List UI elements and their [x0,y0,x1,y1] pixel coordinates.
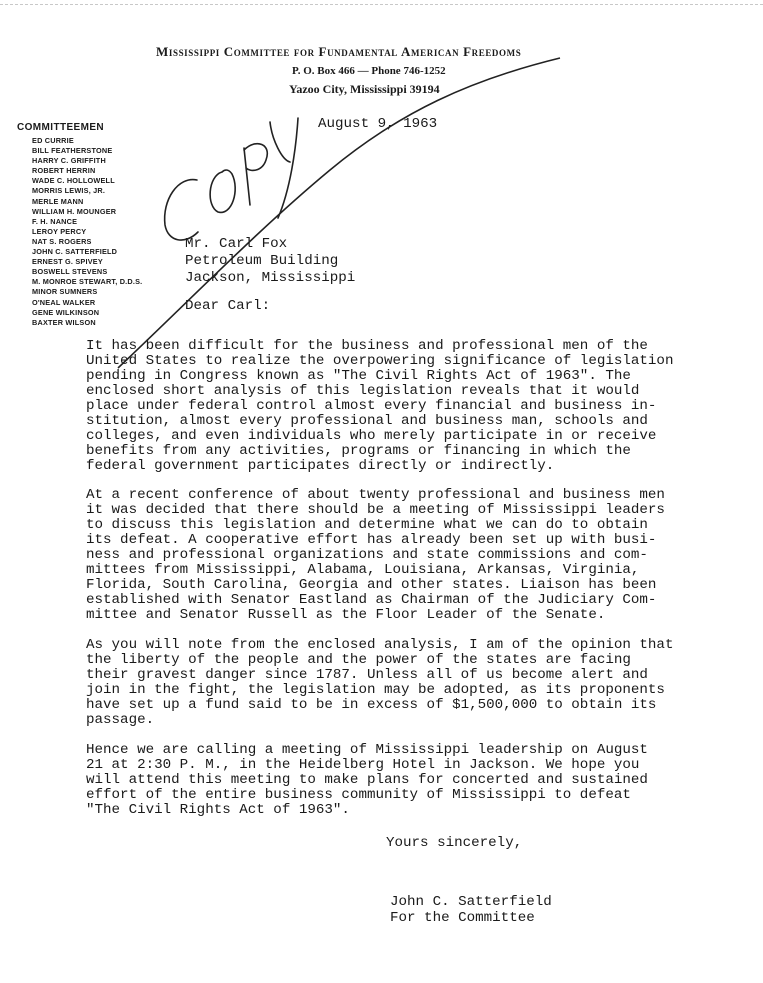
paragraph-line: mittee and Senator Russell as the Floor Leader of the Senate. [86,607,606,623]
committee-member: NAT S. ROGERS [32,236,92,246]
paragraph-line: stitution, almost every professional and business man, schools and [86,413,648,429]
committee-list [17,122,142,328]
letterhead-city: Yazoo City, Mississippi 39194 [289,82,440,96]
paragraph-line: It has been difficult for the business and professional men of the [86,338,648,354]
paragraph-line: its defeat. A cooperative effort has already been set up with busi- [86,532,657,548]
salutation: Dear Carl: [185,298,271,314]
paragraph-line: effort of the entire business community of Mississippi to defeat [86,787,631,803]
paragraph-1 [86,339,673,474]
signature-block [390,894,552,926]
paragraph-line: benefits from any activities, programs or financing in which the [86,443,631,459]
paragraph-line: United States to realize the overpowering significance of legislation [86,353,674,369]
committee-member: JOHN C. SATTERFIELD [32,247,118,257]
paragraph-line: their gravest danger since 1787. Unless all of us become alert and [86,667,648,683]
paragraph-line: have set up a fund said to be in excess of $1,500,000 to obtain its [86,697,657,713]
paragraph-line: "The Civil Rights Act of 1963". [86,802,350,818]
signature-name: John C. Satterfield [390,894,552,910]
paragraph-line: passage. [86,712,155,728]
letterhead-po-box: P. O. Box 466 — Phone 746-1252 [292,65,446,77]
committee-member: BOSWELL STEVENS [32,267,108,277]
addressee-name: Mr. Carl Fox [185,236,288,252]
paragraph-line: enclosed short analysis of this legislation reveals that it would [86,383,640,399]
committee-member: ROBERT HERRIN [32,166,96,176]
committee-member: HARRY C. GRIFFITH [32,156,106,166]
paragraph-line: place under federal control almost every financial and business in- [86,398,657,414]
letter-date: August 9, 1963 [318,116,438,132]
handwritten-slash-line [118,58,560,368]
scan-edge [0,4,763,5]
committee-member: ERNEST G. SPIVEY [32,257,103,267]
paragraph-line: Hence we are calling a meeting of Mississippi leadership on August [86,742,648,758]
paragraph-2 [86,488,665,623]
addressee-city: Jackson, Mississippi [185,270,356,286]
committee-heading: COMMITTEEMEN [17,122,105,133]
addressee-building: Petroleum Building [185,253,339,269]
paragraph-line: join in the fight, the legislation may be adopted, as its proponents [86,682,665,698]
committee-member: WADE C. HOLLOWELL [32,176,115,186]
paragraph-line: will attend this meeting to make plans for concerted and sustained [86,772,648,788]
paragraph-line: ness and professional organizations and state commissions and com- [86,547,648,563]
letterhead-organization: Mississippi Committee for Fundamental American Freedoms [156,44,522,59]
paragraph-4 [86,743,648,818]
signature-title: For the Committee [390,910,535,926]
paragraph-3 [86,638,673,728]
paragraph-line: 21 at 2:30 P. M., in the Heidelberg Hotel in Jackson. We hope you [86,757,640,773]
committee-member: GENE WILKINSON [32,307,100,317]
committee-member: LEROY PERCY [32,226,87,236]
paragraph-line: federal government participates directly or indirectly. [86,458,555,474]
paragraph-line: established with Senator Eastland as Chairman of the Judiciary Com- [86,592,657,608]
addressee-block [185,236,355,287]
paragraph-line: to discuss this legislation and determine what we can do to obtain [86,517,648,533]
committee-member: O'NEAL WALKER [32,297,96,307]
paragraph-line: mittees from Mississippi, Alabama, Louisiana, Arkansas, Virginia, [86,562,640,578]
committee-member: MINOR SUMNERS [32,287,98,297]
committee-member: MORRIS LEWIS, JR. [32,186,106,196]
paragraph-line: As you will note from the enclosed analysis, I am of the opinion that [86,637,674,653]
paragraph-line: At a recent conference of about twenty professional and business men [86,487,665,503]
handwritten-copy-mark [165,118,298,240]
committee-member: ED CURRIE [32,136,74,145]
paragraph-line: colleges, and even individuals who merely participate in or receive [86,428,657,444]
committee-members [17,136,142,328]
paragraph-line: the liberty of the people and the power of the states are facing [86,652,631,668]
committee-member: BILL FEATHERSTONE [32,146,113,156]
committee-member: WILLIAM H. MOUNGER [32,206,117,216]
committee-member: MERLE MANN [32,196,84,206]
paragraph-line: pending in Congress known as "The Civil Rights Act of 1963". The [86,368,631,384]
committee-member: M. MONROE STEWART, D.D.S. [32,277,143,287]
committee-member: F. H. NANCE [32,216,78,226]
closing: Yours sincerely, [386,835,523,851]
committee-member: BAXTER WILSON [32,317,96,327]
paragraph-line: Florida, South Carolina, Georgia and other states. Liaison has been [86,577,657,593]
paragraph-line: it was decided that there should be a meeting of Mississippi leaders [86,502,665,518]
